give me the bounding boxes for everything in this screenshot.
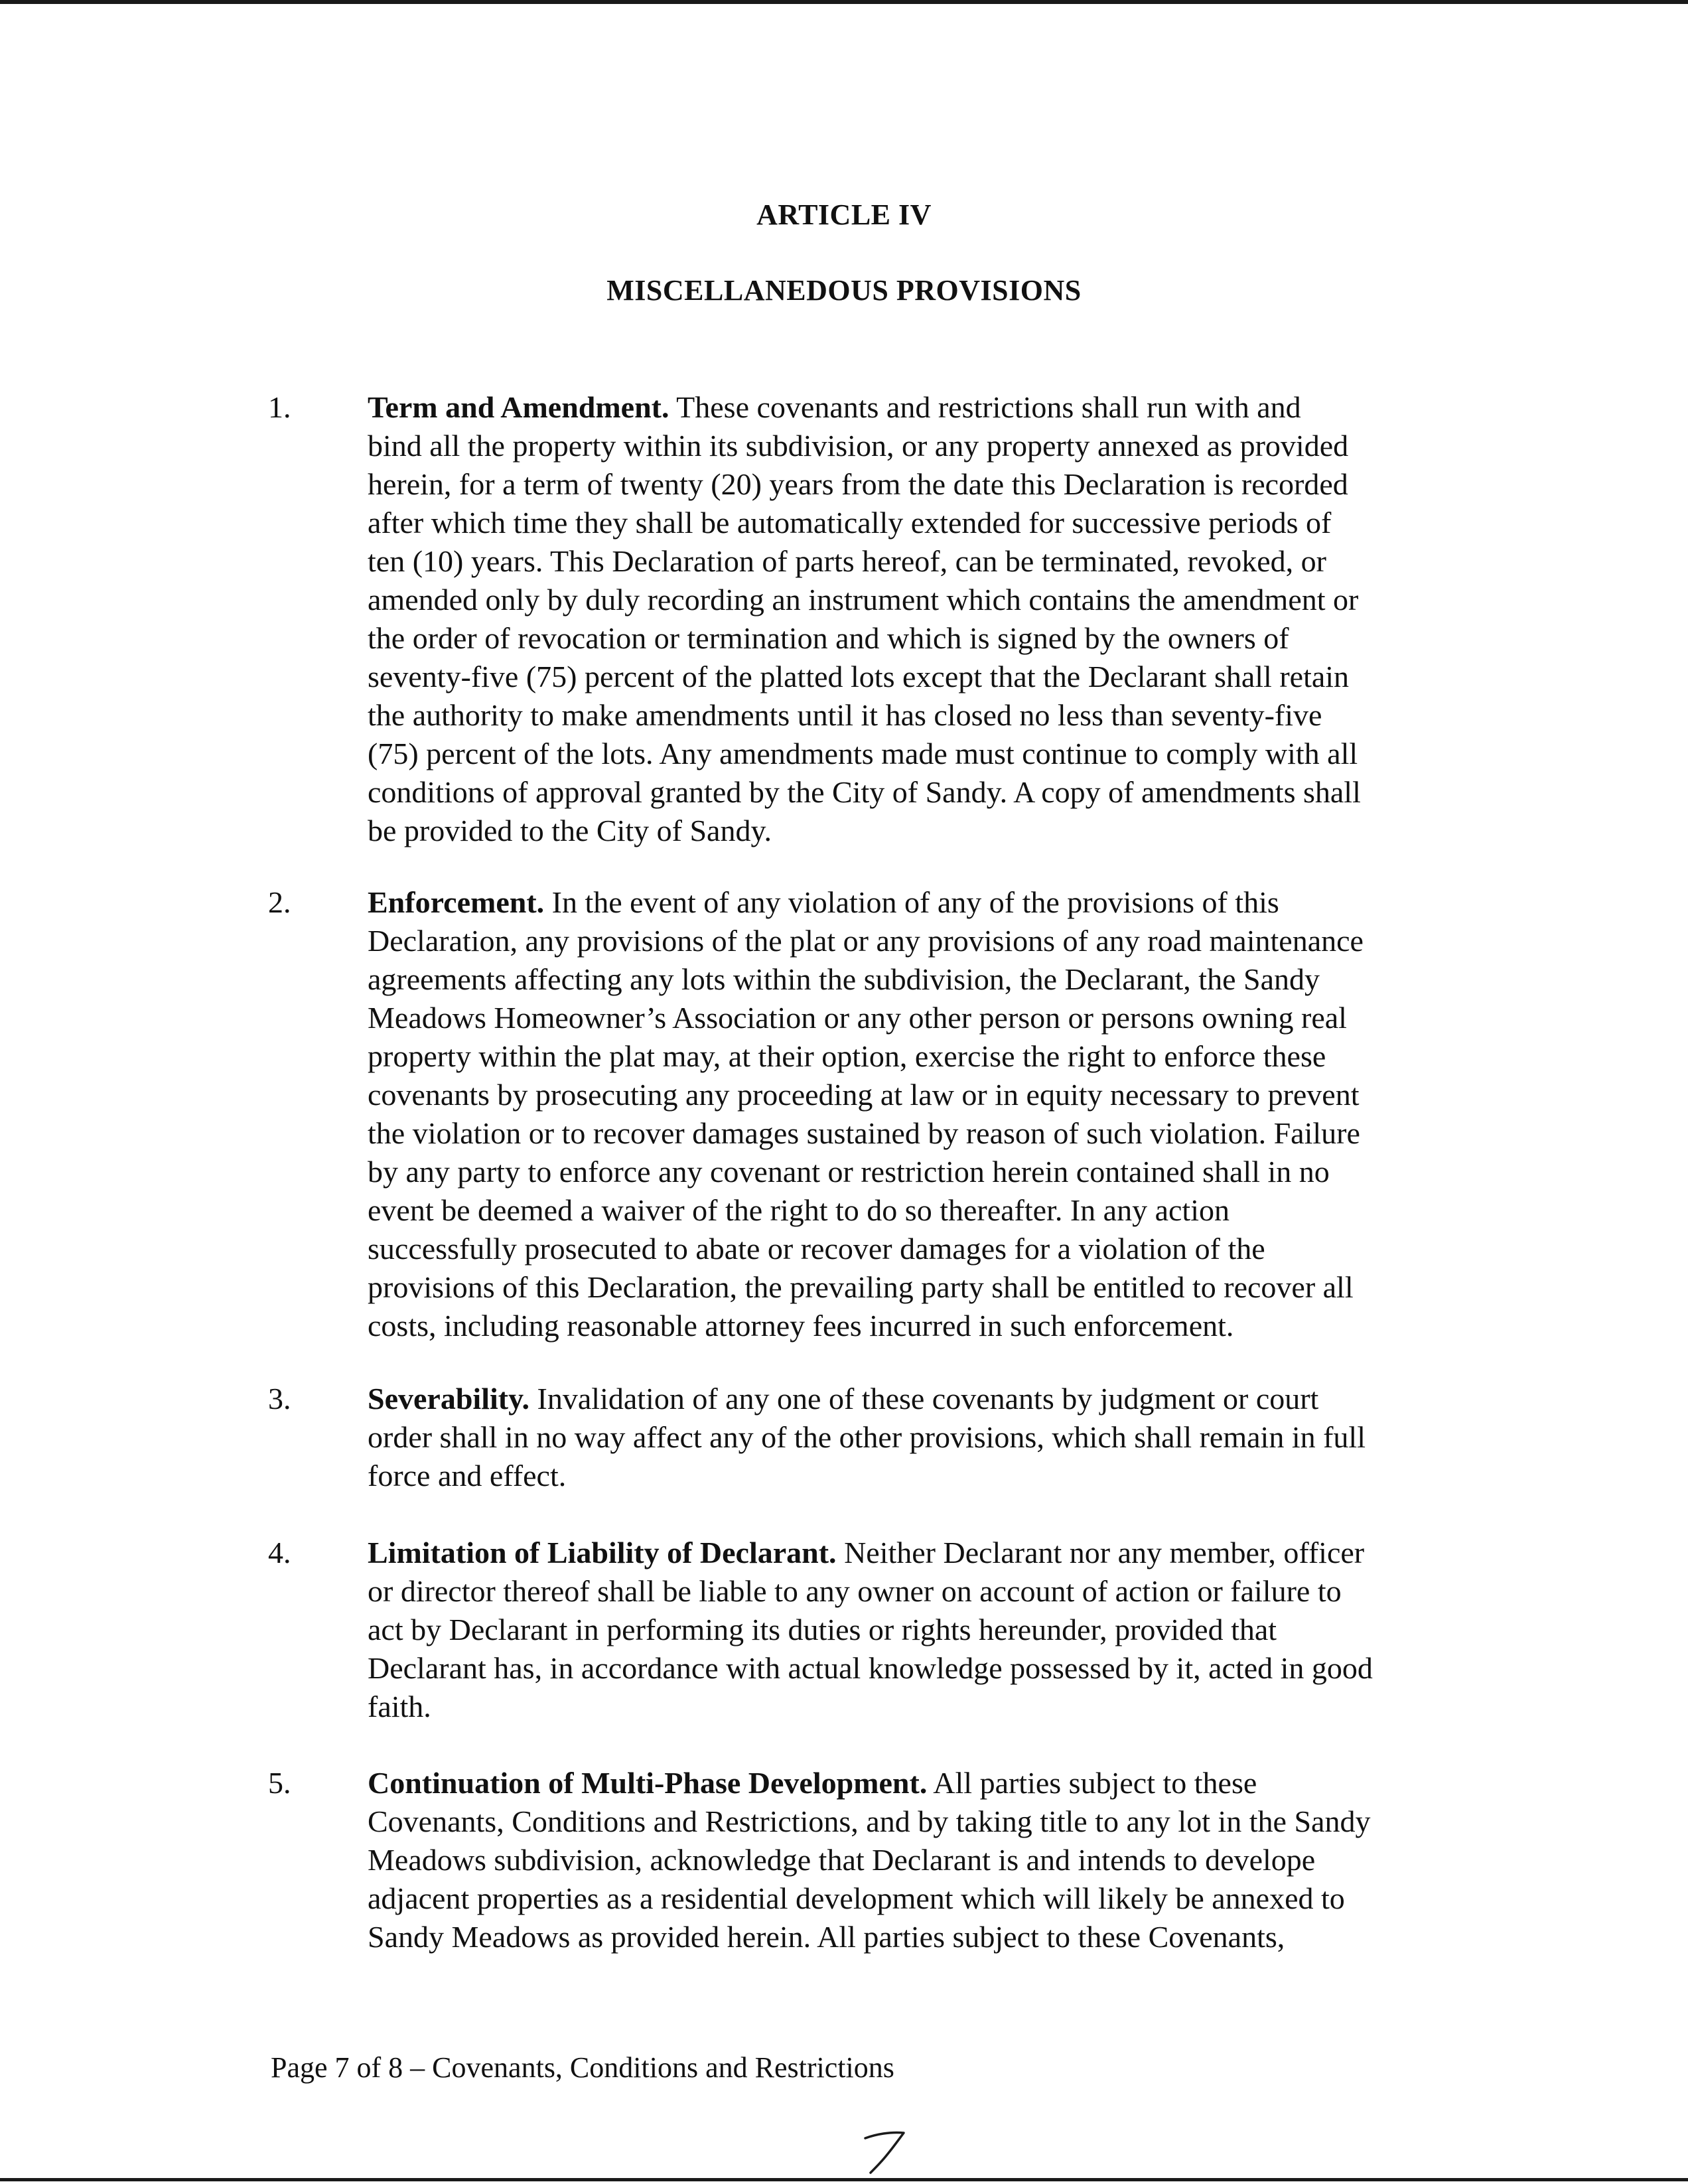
section-line: Severability. Invalidation of any one of these covenants by judgment or court	[368, 1382, 1319, 1416]
section-line: provisions of this Declaration, the prevailing party shall be entitled to recover all	[368, 1270, 1354, 1304]
section-line: Continuation of Multi-Phase Development. All parties subject to these	[368, 1766, 1257, 1800]
section-number: 5.	[268, 1766, 291, 1800]
section-line: Limitation of Liability of Declarant. Neither Declarant nor any member, officer	[368, 1536, 1365, 1569]
section-line: costs, including reasonable attorney fees incurred in such enforcement.	[368, 1309, 1234, 1343]
article-title: ARTICLE IV	[756, 198, 932, 231]
section-line: force and effect.	[368, 1459, 567, 1492]
section-line: order shall in no way affect any of the other provisions, which shall remain in full	[368, 1420, 1366, 1454]
section-line: successfully prosecuted to abate or recover damages for a violation of the	[368, 1232, 1265, 1266]
section-line: the authority to make amendments until it has closed no less than seventy-five	[368, 698, 1322, 732]
section-title: Enforcement.	[368, 885, 545, 919]
section-body	[368, 388, 1476, 850]
section-line: by any party to enforce any covenant or restriction herein contained shall in no	[368, 1155, 1330, 1189]
section-line: amended only by duly recording an instrument which contains the amendment or	[368, 583, 1359, 617]
section-line: the violation or to recover damages sustained by reason of such violation. Failure	[368, 1116, 1360, 1150]
scan-border-bottom	[0, 2178, 1688, 2181]
scan-border-top	[0, 0, 1688, 4]
section-line: Enforcement. In the event of any violation of any of the provisions of this	[368, 885, 1279, 919]
section-title: Term and Amendment.	[368, 390, 669, 424]
section-line: Covenants, Conditions and Restrictions, and by taking title to any lot in the Sandy	[368, 1804, 1371, 1838]
section-line: or director thereof shall be liable to any owner on account of action or failure to	[368, 1574, 1342, 1608]
section-line: act by Declarant in performing its duties or rights hereunder, provided that	[368, 1613, 1277, 1646]
section-body	[368, 883, 1476, 1345]
section-body	[368, 1534, 1476, 1726]
section-line: (75) percent of the lots. Any amendments made must continue to comply with all	[368, 737, 1358, 770]
section-line: Sandy Meadows as provided herein. All parties subject to these Covenants,	[368, 1920, 1285, 1954]
section-title: Limitation of Liability of Declarant.	[368, 1536, 837, 1569]
section-line: seventy-five (75) percent of the platted lots except that the Declarant shall retain	[368, 660, 1350, 693]
article-subtitle: MISCELLANEDOUS PROVISIONS	[606, 274, 1082, 307]
section-line: Meadows Homeowner’s Association or any other person or persons owning real	[368, 1001, 1347, 1035]
section-line: herein, for a term of twenty (20) years from the date this Declaration is recorded	[368, 467, 1348, 501]
section-number: 3.	[268, 1382, 291, 1416]
section-title: Continuation of Multi-Phase Development.	[368, 1766, 928, 1800]
section-line: Meadows subdivision, acknowledge that Declarant is and intends to develope	[368, 1843, 1316, 1877]
section-line: the order of revocation or termination and which is signed by the owners of	[368, 621, 1289, 655]
section-line: ten (10) years. This Declaration of parts hereof, can be terminated, revoked, or	[368, 544, 1327, 578]
section-line: covenants by prosecuting any proceeding at law or in equity necessary to prevent	[368, 1078, 1360, 1112]
page-footer: Page 7 of 8 – Covenants, Conditions and Restrictions	[271, 2051, 894, 2084]
handwritten-page-number	[856, 2124, 916, 2177]
section-number: 4.	[268, 1536, 291, 1569]
section-number: 2.	[268, 885, 291, 919]
section-line: adjacent properties as a residential development which will likely be annexed to	[368, 1881, 1345, 1915]
section-line: event be deemed a waiver of the right to do so thereafter. In any action	[368, 1193, 1230, 1227]
section-line: Term and Amendment. These covenants and restrictions shall run with and	[368, 390, 1301, 424]
section-body	[368, 1764, 1476, 1956]
section-title: Severability.	[368, 1382, 530, 1416]
section-line: property within the plat may, at their option, exercise the right to enforce these	[368, 1039, 1326, 1073]
section-line: faith.	[368, 1690, 431, 1723]
section-line: be provided to the City of Sandy.	[368, 814, 772, 847]
section-line: agreements affecting any lots within the subdivision, the Declarant, the Sandy	[368, 962, 1320, 996]
section-number: 1.	[268, 390, 291, 424]
section-body	[368, 1380, 1476, 1495]
section-line: after which time they shall be automatically extended for successive periods of	[368, 506, 1332, 540]
section-line: conditions of approval granted by the City of Sandy. A copy of amendments shall	[368, 775, 1361, 809]
section-line: Declarant has, in accordance with actual knowledge possessed by it, acted in good	[368, 1651, 1373, 1685]
section-line: bind all the property within its subdivision, or any property annexed as provided	[368, 429, 1349, 463]
section-line: Declaration, any provisions of the plat or any provisions of any road maintenance	[368, 924, 1364, 958]
